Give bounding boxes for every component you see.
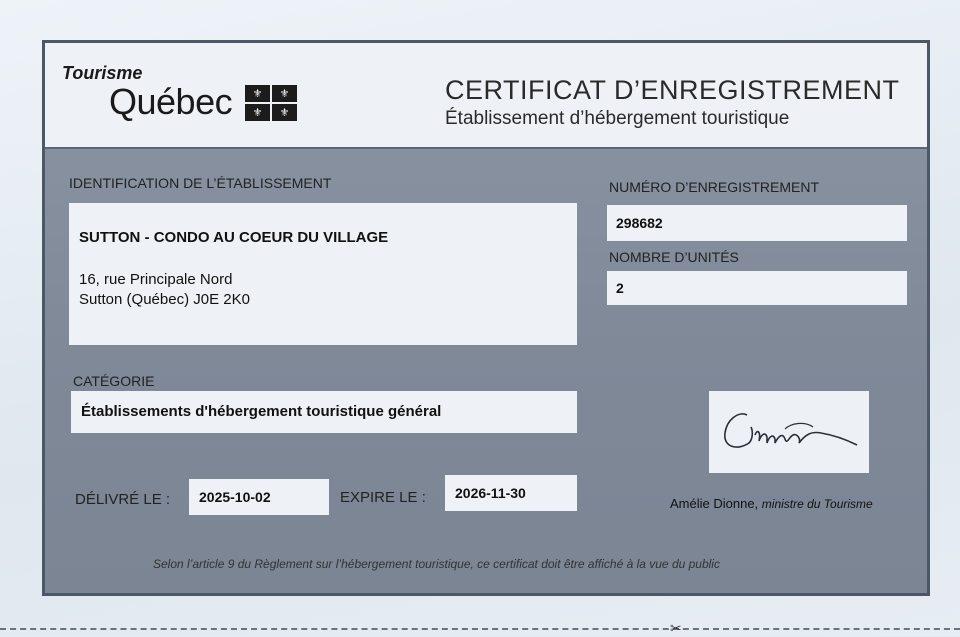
certificate-subtitle: Établissement d’hébergement touristique [445, 108, 790, 129]
category-label: CATÉGORIE [73, 373, 155, 389]
signatory-name: Amélie Dionne, [670, 496, 759, 511]
registration-certificate [42, 40, 930, 596]
registration-number-box [607, 205, 907, 241]
establishment-name: SUTTON - CONDO AU COEUR DU VILLAGE [79, 229, 389, 246]
quebec-flag-icon: ⚜ ⚜ ⚜ ⚜ [245, 85, 299, 121]
scissors-icon: ✂ [670, 620, 682, 636]
logo-tourisme-text: Tourisme [62, 63, 143, 83]
units-box [607, 271, 907, 305]
signatory-role: ministre du Tourisme [761, 497, 873, 511]
logo-quebec-text: Québec [109, 81, 233, 122]
units-count: 2 [616, 280, 624, 296]
expires-box [445, 475, 577, 511]
expires-date: 2026-11-30 [455, 485, 526, 501]
signature-box [709, 391, 869, 473]
registration-number: 298682 [616, 215, 663, 231]
category-value: Établissements d'hébergement touristique général [81, 403, 442, 420]
handwritten-signature-image [709, 391, 869, 473]
certificate-header [45, 43, 927, 149]
expires-label: EXPIRE LE : [340, 489, 426, 506]
category-box [71, 391, 577, 433]
address-line2: Sutton (Québec) J0E 2K0 [79, 291, 250, 308]
registration-number-label: NUMÉRO D’ENREGISTREMENT [609, 179, 820, 195]
units-label: NOMBRE D’UNITÉS [609, 249, 739, 265]
display-notice: Selon l’article 9 du Règlement sur l’hébergement touristique, ce certificat doit être affiché à la vue du public [153, 557, 720, 571]
tear-line [0, 628, 960, 630]
issued-box [189, 479, 329, 515]
identification-box [69, 203, 577, 345]
identification-label: IDENTIFICATION DE L’ÉTABLISSEMENT [69, 175, 332, 191]
issued-date: 2025-10-02 [199, 489, 271, 505]
signatory [670, 496, 873, 511]
issued-label: DÉLIVRÉ LE : [75, 491, 171, 508]
certificate-title: CERTIFICAT D’ENREGISTREMENT [445, 75, 900, 105]
address-line1: 16, rue Principale Nord [79, 271, 233, 288]
